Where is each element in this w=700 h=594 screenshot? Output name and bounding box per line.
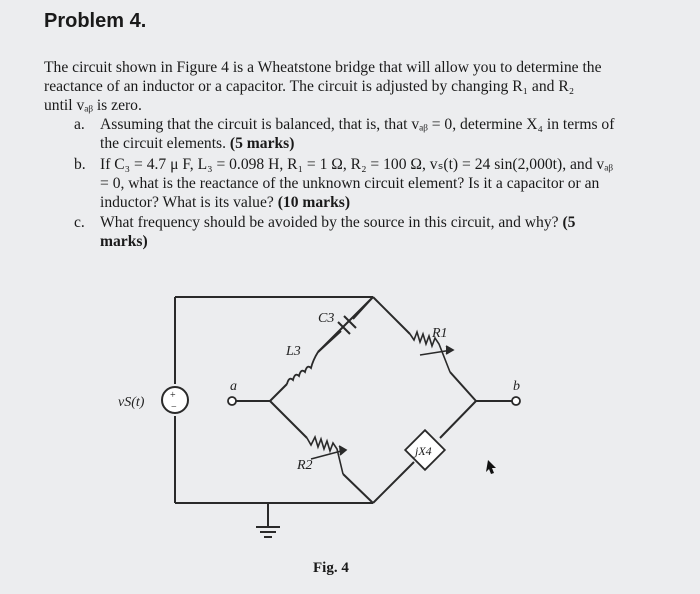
wire-r2-b [343, 474, 373, 503]
node-b-label: b [513, 379, 520, 394]
part-b-line-3: inductor? What is its value? [100, 194, 274, 211]
c3-label: C3 [318, 311, 335, 326]
wire-x4-b [440, 401, 476, 438]
source-plus: + [170, 390, 176, 401]
node-a-label: a [230, 379, 237, 394]
cursor-arrow-icon [486, 460, 496, 474]
part-b-marks: (10 marks) [277, 194, 351, 211]
problem-title: Problem 4. [44, 10, 147, 32]
part-b-label: b. [74, 156, 86, 173]
node-a-terminal [228, 397, 236, 405]
wire-r1-a [373, 297, 410, 334]
source-minus: − [171, 402, 177, 413]
part-c-marks-2: marks) [100, 233, 148, 250]
part-c-line-1: What frequency should be avoided by the source in this circuit, and why? [100, 214, 559, 231]
wire-x4-a [373, 462, 414, 503]
node-b-terminal [512, 397, 520, 405]
intro-line-2: reactance of an inductor or a capacitor. The circuit is adjusted by changing R₁ and R₂ [44, 78, 575, 95]
part-c-label: c. [74, 214, 85, 231]
source-label: vS(t) [118, 395, 145, 410]
intro-line-1: The circuit shown in Figure 4 is a Wheatstone bridge that will allow you to determine the [44, 59, 602, 76]
wire-r2-a [270, 401, 307, 438]
part-a-line-2: the circuit elements. [100, 135, 226, 152]
r1-label: R1 [432, 326, 448, 341]
ground-icon [256, 527, 280, 537]
jx4-label: jX4 [415, 444, 432, 458]
part-a-marks: (5 marks) [229, 135, 295, 152]
part-c-marks-1: (5 [562, 214, 576, 231]
part-a-line-1: Assuming that the circuit is balanced, that is, that vₐᵦ = 0, determine X₄ in terms of [100, 116, 615, 133]
wire-r1-b [450, 372, 476, 401]
l3-label: L3 [286, 344, 301, 359]
r2-label: R2 [297, 458, 313, 473]
part-b-line-1: If C₃ = 4.7 μ F, L₃ = 0.098 H, R₁ = 1 Ω, R₂ = 100 Ω, vₛ(t) = 24 sin(2,000t), and vₐᵦ [100, 156, 613, 173]
resistor-r2-icon [307, 437, 346, 474]
part-b-line-2: = 0, what is the reactance of the unknown circuit element? Is it a capacitor or an [100, 175, 600, 192]
figure-caption: Fig. 4 [313, 560, 349, 576]
part-a-label: a. [74, 116, 85, 133]
wire-l3-a [270, 384, 287, 401]
intro-line-3: until vₐᵦ is zero. [44, 97, 142, 114]
